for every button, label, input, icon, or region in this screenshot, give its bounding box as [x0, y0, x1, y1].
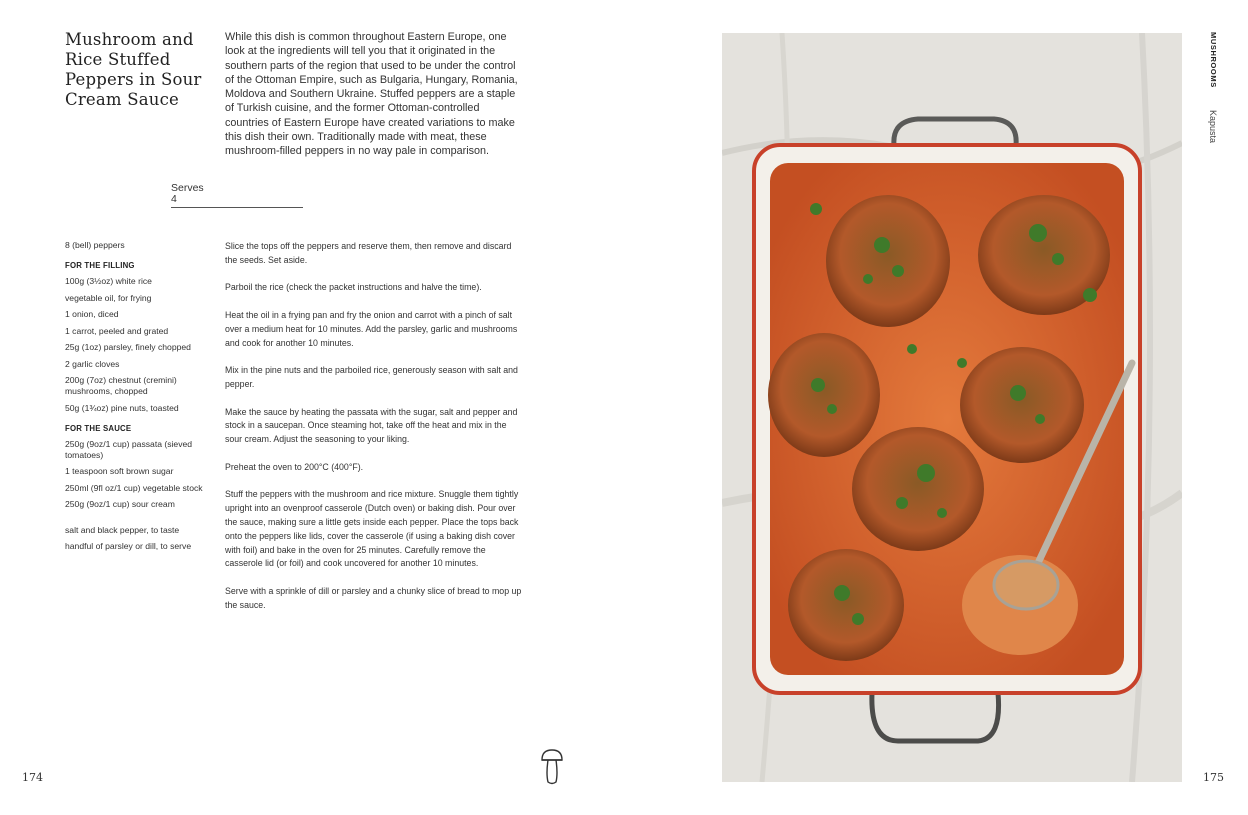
method-step: Heat the oil in a frying pan and fry the onion and carrot with a pinch of salt over a medium heat for 10 minutes. Add the parsley, garlic and mushrooms and cook for another 10 minutes.	[225, 309, 518, 348]
method-step: Mix in the pine nuts and the parboiled rice, generously season with salt and pepper.	[225, 365, 518, 389]
filling-item: vegetable oil, for frying	[65, 292, 152, 303]
serves-block	[171, 183, 303, 208]
recipe-title: Mushroom and Rice Stuffed Peppers in Sour Cream Sauce	[65, 30, 202, 109]
sauce-item: 250g (9oz/1 cup) passata (sieved tomatoes)	[65, 438, 193, 460]
extra-item: salt and black pepper, to taste	[65, 524, 180, 535]
filling-item: 200g (7oz) chestnut (cremini) mushrooms, chopped	[65, 375, 177, 396]
section-label	[1206, 32, 1220, 172]
recipe-intro: While this dish is common throughout Eastern Europe, one look at the ingredients will tell you that it originated in the southern parts of the region that used to be under the control of the Ottoman Empire, such as Bulgaria, Hungary, Romania, Moldova and Southern Ukraine. Stuffed peppers are a staple of Turkish cuisine, and the former Ottoman-controlled countries of Eastern Europe have created variations to make this dish their own. Traditionally made with meat, these mushroom-filled peppers in no way pale in comparison.	[225, 31, 518, 158]
section-name: MUSHROOMS	[1209, 32, 1218, 88]
filling-item: 2 garlic cloves	[65, 358, 120, 369]
mushroom-icon	[540, 748, 564, 786]
filling-item: 50g (1¾oz) pine nuts, toasted	[65, 402, 179, 413]
extra-item: handful of parsley or dill, to serve	[65, 541, 192, 551]
method-steps	[225, 240, 525, 626]
page-number-right: 175	[1203, 771, 1224, 784]
sauce-item: 1 teaspoon soft brown sugar	[65, 466, 174, 476]
sauce-item: 250ml (9fl oz/1 cup) vegetable stock	[65, 482, 203, 493]
method-step: Preheat the oven to 200°C (400°F).	[225, 461, 364, 472]
filling-heading: FOR THE FILLING	[65, 261, 135, 270]
method-step: Serve with a sprinkle of dill or parsley and a chunky slice of bread to mop up the sauce.	[225, 585, 522, 610]
filling-item: 100g (3½oz) white rice	[65, 276, 152, 286]
ingredients-list	[65, 240, 215, 558]
filling-item: 1 carrot, peeled and grated	[65, 325, 169, 336]
serves-label: Serves	[171, 182, 204, 194]
book-name: Kapusta	[1208, 110, 1218, 144]
sauce-heading: FOR THE SAUCE	[65, 423, 132, 433]
filling-item: 1 onion, diced	[65, 309, 119, 319]
serves-value: 4	[171, 193, 177, 205]
method-step: Stuff the peppers with the mushroom and rice mixture. Snuggle them tightly upright into an ovenproof casserole (Dutch oven) or baking dish. Pour over the sauce, making sure a little gets inside each pepper. Place the tops back onto the peppers like lids, cover the casserole (if using a baking dish cover with foil) and bake in the oven for 25 minutes. Carefully remove the casserole lid (or foil) and cook uncovered for another 10 minutes.	[225, 489, 519, 569]
filling-item: 25g (1oz) parsley, finely chopped	[65, 342, 191, 352]
ingredient-main: 8 (bell) peppers	[65, 240, 125, 250]
method-step: Make the sauce by heating the passata with the sugar, salt and pepper and stock in a saucepan. Once steaming hot, take off the heat and mix in the sour cream. Adjust the seasoning to your liking.	[225, 406, 518, 445]
stuffed-peppers-photo	[722, 33, 1182, 782]
dish-illustration	[722, 33, 1182, 782]
sauce-item: 250g (9oz/1 cup) sour cream	[65, 499, 175, 509]
method-step: Slice the tops off the peppers and reserve them, then remove and discard the seeds. Set aside.	[225, 241, 512, 265]
page-number-left: 174	[22, 771, 43, 784]
method-step: Parboil the rice (check the packet instructions and halve the time).	[225, 282, 482, 293]
